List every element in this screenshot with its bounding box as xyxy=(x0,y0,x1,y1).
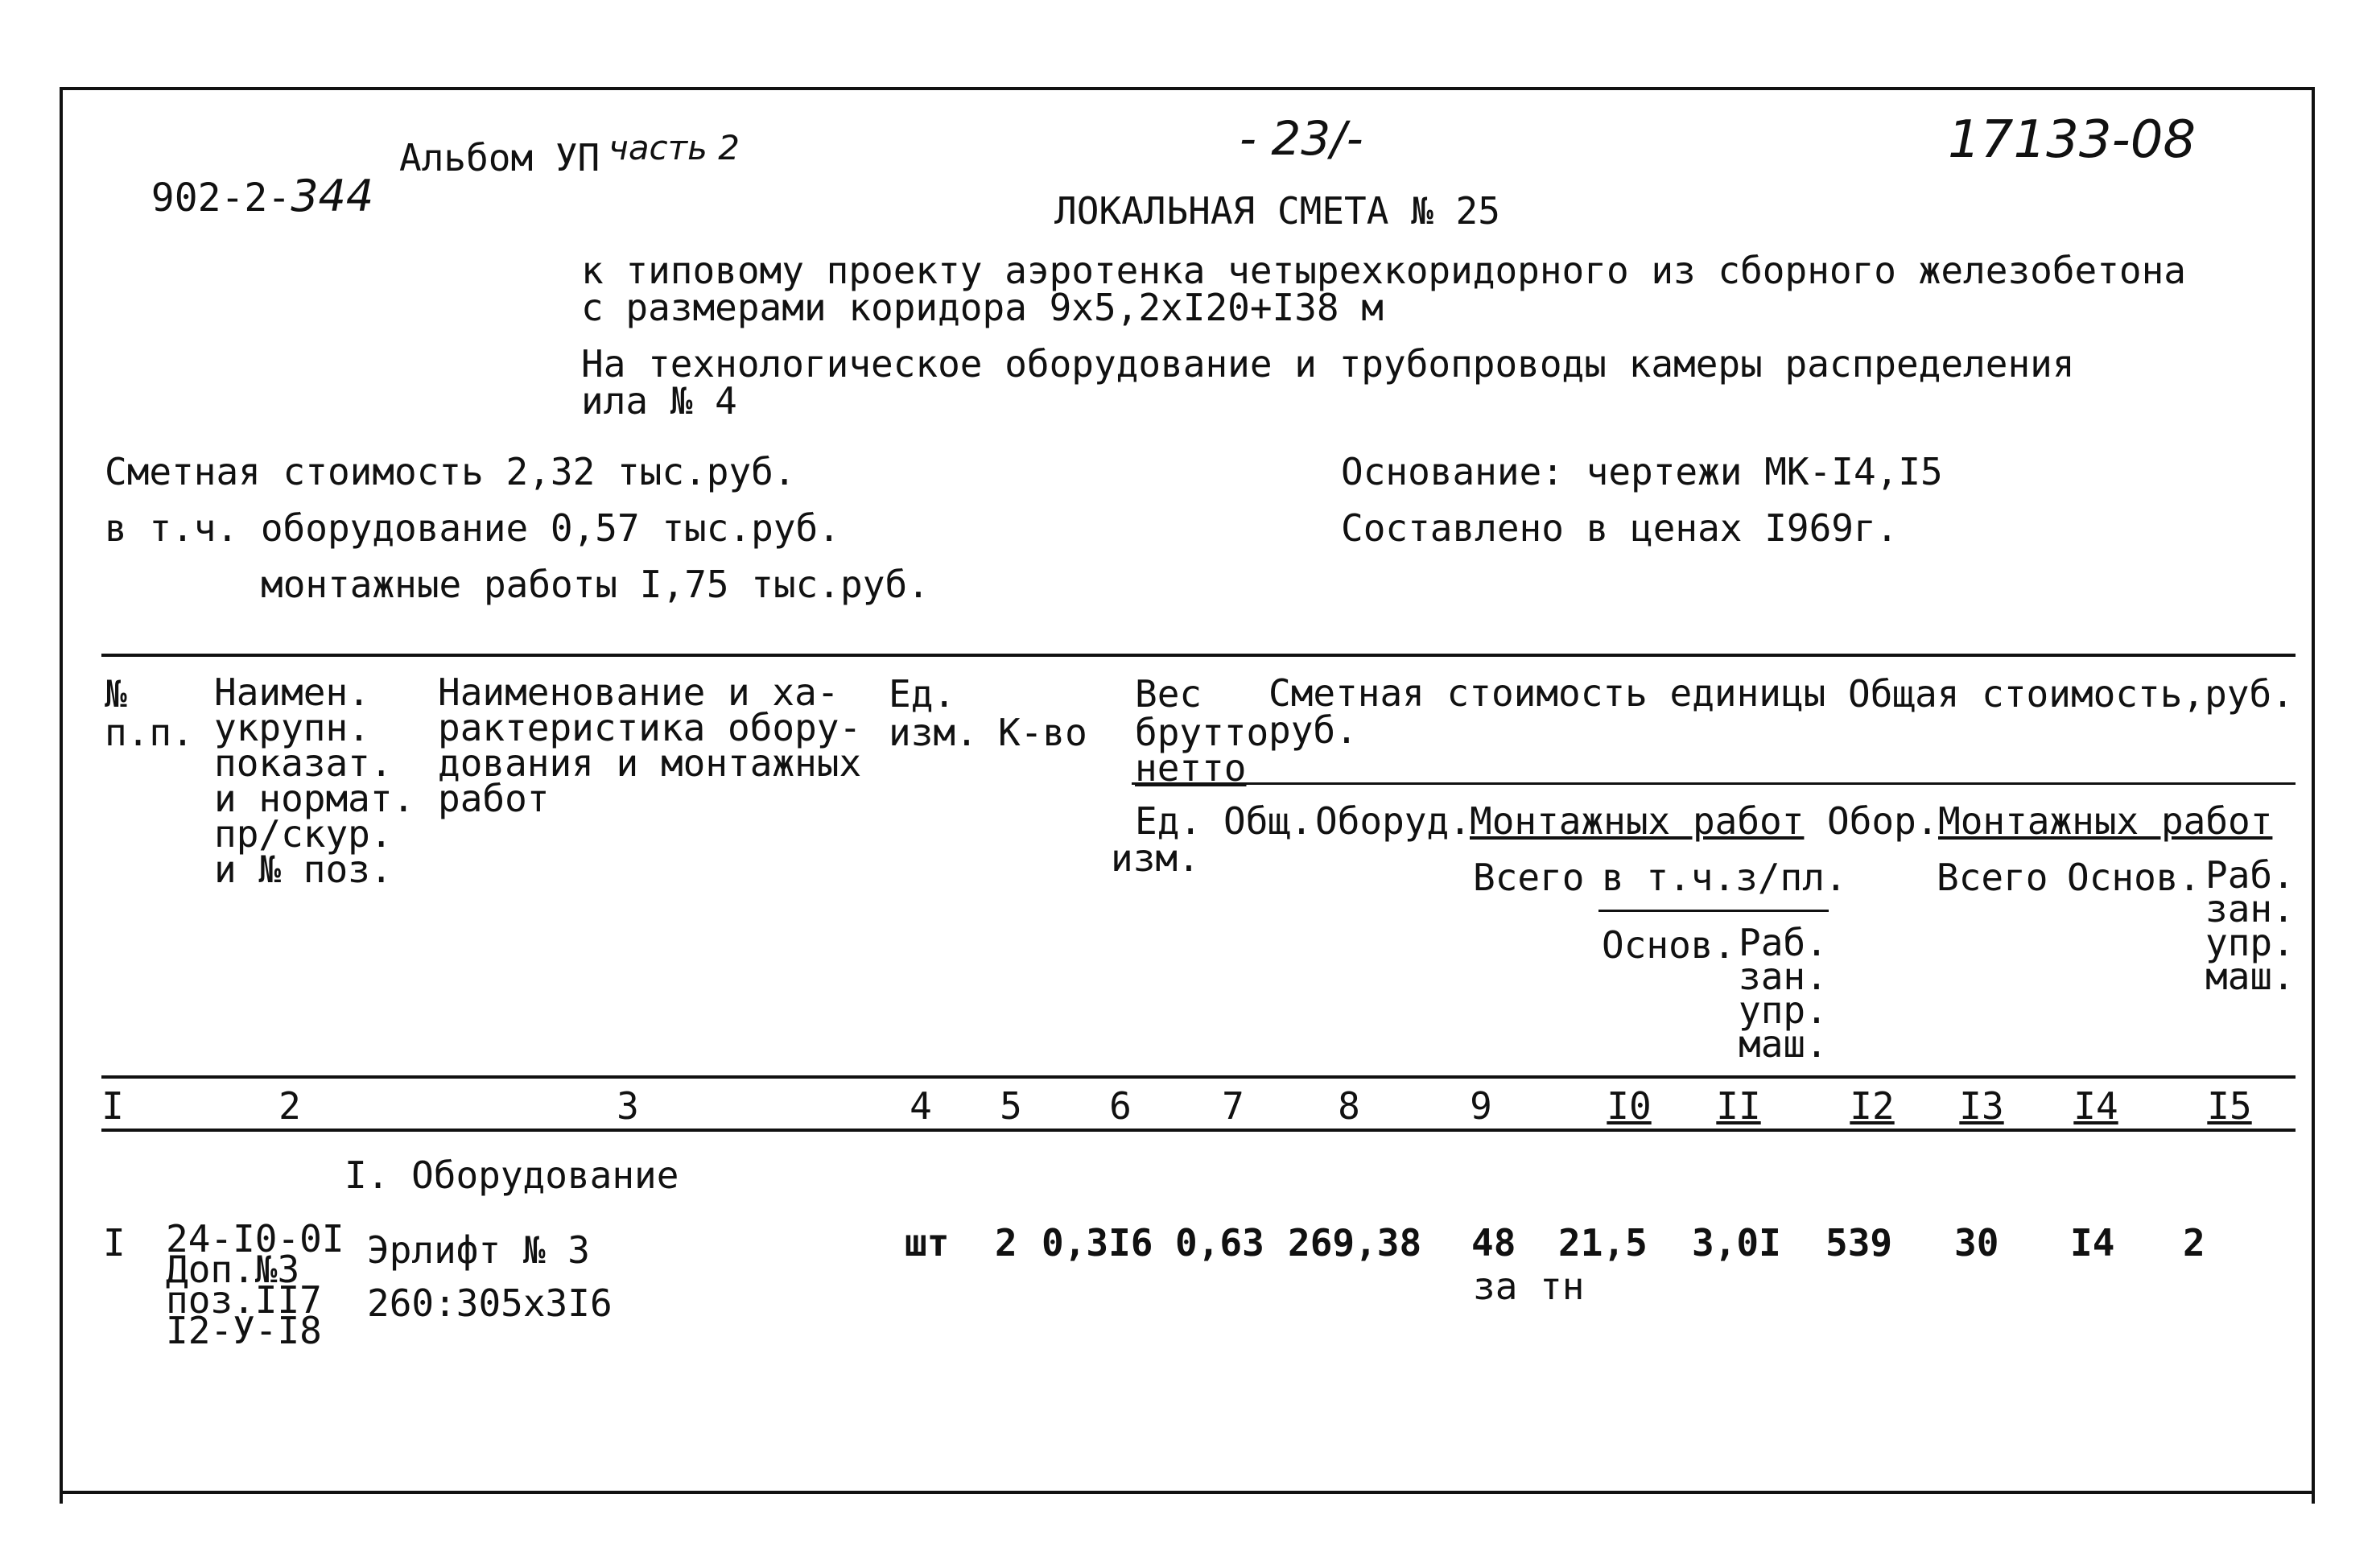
row-quantity: 2 xyxy=(995,1221,1017,1265)
row-unit: шт xyxy=(905,1221,950,1265)
row-total-equipment: 539 xyxy=(1825,1221,1893,1265)
row-install-basic: 21,5 xyxy=(1558,1221,1648,1265)
row-total-machine: 2 xyxy=(2183,1221,2205,1265)
column-number: 3 xyxy=(617,1084,639,1128)
row-equipment-cost: 269,38 xyxy=(1288,1221,1422,1265)
row-weight-unit: 0,3I6 xyxy=(1042,1221,1153,1265)
subtitle-line-2: с размерами коридора 9х5,2хI20+I38 м xyxy=(581,286,1384,329)
basis-drawings: Основание: чертежи МК-I4,I5 xyxy=(1341,450,1943,493)
installation-cost: монтажные работы I,75 тыс.руб. xyxy=(261,563,930,606)
col-header-total-installation: Монтажных работ xyxy=(1938,799,2273,843)
row-item-name: Эрлифт № 3 260:305хЗI6 xyxy=(367,1228,613,1325)
including-equipment: в т.ч. оборудование 0,57 тыс.руб. xyxy=(105,506,840,550)
frame-bottom xyxy=(60,1491,2315,1494)
column-number: I2 xyxy=(1850,1084,1895,1128)
col-header-unit-basic: Основ. xyxy=(1602,923,1736,967)
col-header-unit-all: Всего xyxy=(1473,856,1585,899)
estimated-cost: Сметная стоимость 2,32 тыс.руб. xyxy=(105,450,796,493)
subtitle-line-1: к типовому проекту аэротенка четырехкоридорного из сборного железобетона xyxy=(581,249,2186,292)
column-number: 7 xyxy=(1222,1084,1244,1128)
col-header-unit-machine: Раб. зан. упр. маш. xyxy=(1739,921,1828,1066)
row-install-machine: 3,0I xyxy=(1692,1221,1781,1265)
unit-cost-divider xyxy=(1132,782,2296,785)
frame-left xyxy=(60,87,63,1504)
purpose-line-1: На технологическое оборудование и трубопроводы камеры распределения xyxy=(581,342,2075,386)
row-install-total: 48 xyxy=(1471,1221,1516,1265)
col-header-weight-net: нетто xyxy=(1135,746,1247,790)
column-number: 4 xyxy=(910,1084,932,1128)
column-number: 8 xyxy=(1338,1084,1360,1128)
row-number: I xyxy=(103,1221,126,1265)
col-header-weight-unit-2: изм. xyxy=(1111,836,1200,880)
row-unit-note: за тн xyxy=(1473,1265,1585,1308)
col-header-unit-wages: в т.ч.з/пл. xyxy=(1602,856,1847,899)
col-header-unit-equipment: Оборуд. xyxy=(1315,799,1471,843)
col-header-unit: Ед. изм. xyxy=(889,672,978,754)
wage-divider xyxy=(1598,910,1829,912)
page-title: ЛОКАЛЬНАЯ СМЕТА № 25 xyxy=(1054,189,1500,233)
purpose-line-2: ила № 4 xyxy=(581,379,737,423)
column-number: 6 xyxy=(1109,1084,1132,1128)
frame-right xyxy=(2312,87,2315,1504)
doc-code-suffix: 344 xyxy=(291,171,374,221)
col-header-total-equipment: Обор. xyxy=(1827,799,1939,843)
col-header-weight-unit: Ед. xyxy=(1135,799,1202,843)
col-header-unit-cost: Сметная стоимость единицы руб. xyxy=(1268,671,1826,752)
column-number: I3 xyxy=(1959,1084,2004,1128)
col-header-norm: Наимен. укрупн. показат. и нормат. пр/скур. и № поз. xyxy=(214,671,415,891)
column-number: I0 xyxy=(1607,1084,1652,1128)
doc-code-prefix: 902-2- xyxy=(151,175,291,221)
col-header-name: Наименование и ха- рактеристика обору- дования и монтажных работ xyxy=(438,671,862,820)
table-top-rule xyxy=(101,654,2296,657)
page-number: - 23/- xyxy=(1240,111,1363,166)
col-header-weight-total: Общ. xyxy=(1223,799,1313,843)
column-number: 5 xyxy=(1000,1084,1022,1128)
frame-top xyxy=(61,87,2315,90)
column-number: I xyxy=(101,1084,124,1128)
album-label: Альбом УП xyxy=(399,136,600,179)
price-level: Составлено в ценах I969г. xyxy=(1341,506,1899,550)
section-title: I. Оборудование xyxy=(344,1153,679,1197)
doc-code xyxy=(105,138,374,221)
row-total-install: 30 xyxy=(1954,1221,1999,1265)
row-total-basic: I4 xyxy=(2070,1221,2115,1265)
header-bottom-rule xyxy=(101,1075,2296,1079)
column-number: II xyxy=(1716,1084,1761,1128)
col-header-weight: Вес брутто xyxy=(1135,672,1269,754)
column-number: I4 xyxy=(2073,1084,2118,1128)
col-header-total-all: Всего xyxy=(1937,856,2048,899)
col-header-number: № п.п. xyxy=(105,672,194,754)
col-header-quantity: К-во xyxy=(998,711,1087,754)
column-number: I5 xyxy=(2207,1084,2252,1128)
album-part: часть 2 xyxy=(608,128,740,167)
col-header-total-cost: Общая стоимость,руб. xyxy=(1848,672,2294,716)
column-number: 2 xyxy=(278,1084,301,1128)
col-header-unit-installation: Монтажных работ xyxy=(1470,799,1805,843)
column-numbers-rule xyxy=(101,1129,2296,1132)
col-header-total-basic: Основ. xyxy=(2067,856,2201,899)
col-header-total-machine: Раб. зан. упр. маш. xyxy=(2205,853,2295,998)
column-number: 9 xyxy=(1470,1084,1492,1128)
row-norm-code: 24-I0-0I Доп.№3 поз.II7 I2-У-I8 xyxy=(166,1217,344,1352)
row-weight-total: 0,63 xyxy=(1175,1221,1264,1265)
sheet-code: 17133-08 xyxy=(1948,110,2197,170)
